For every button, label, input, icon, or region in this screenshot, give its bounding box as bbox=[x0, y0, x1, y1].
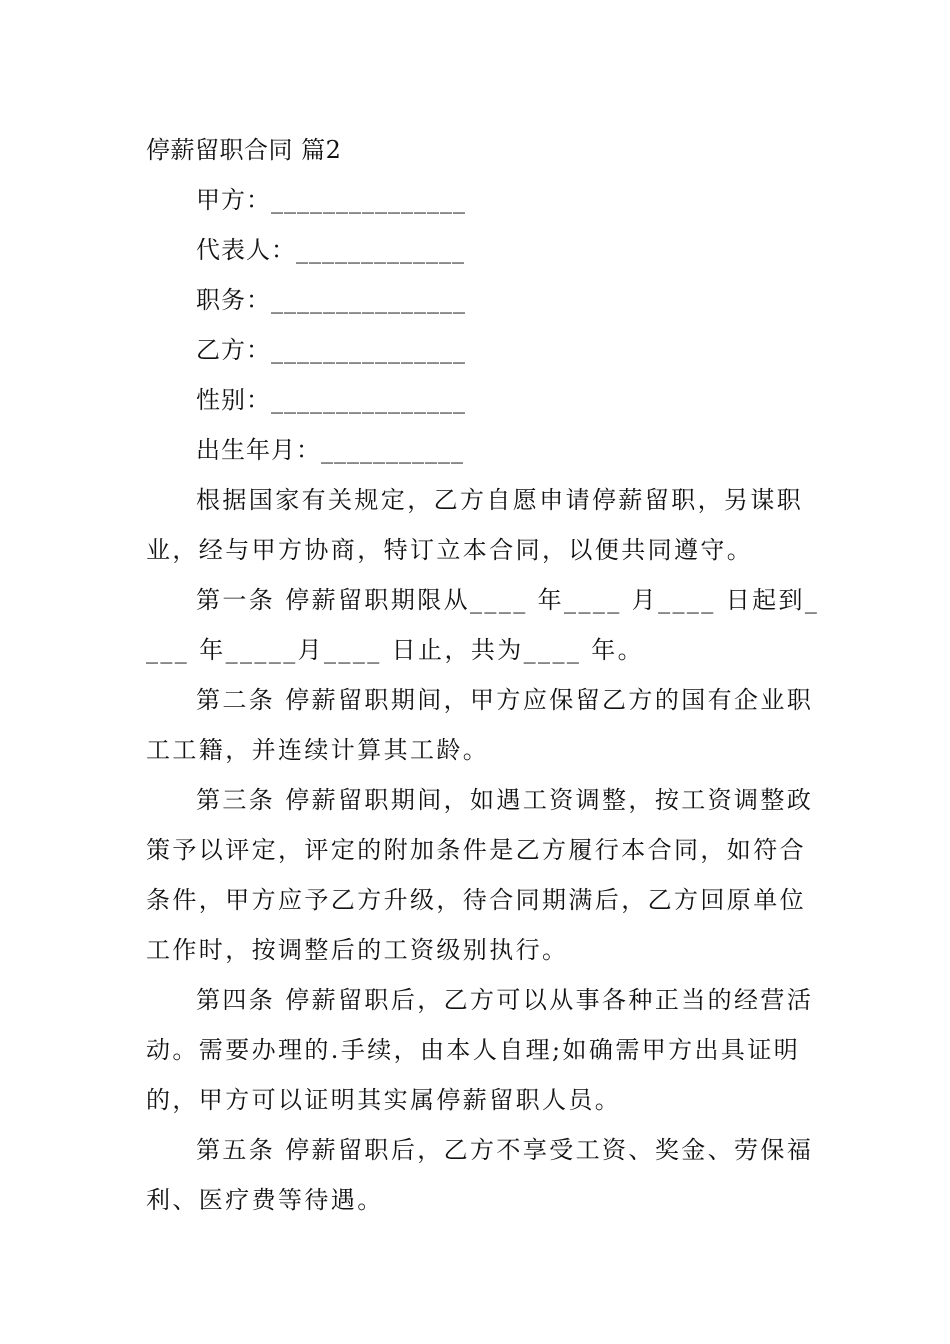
paragraph-line: ___ 年_____月____ 日止，共为____ 年。 bbox=[146, 636, 645, 664]
birth-date-field: 出生年月：___________ bbox=[196, 436, 464, 464]
gender-field: 性别：_______________ bbox=[196, 386, 466, 414]
article-2-paragraph bbox=[146, 675, 814, 775]
party-a-field: 甲方：_______________ bbox=[196, 186, 466, 214]
article-5-paragraph bbox=[146, 1125, 814, 1225]
position-field: 职务：_______________ bbox=[196, 286, 466, 314]
paragraph-line: 业，经与甲方协商，特订立本合同，以便共同遵守。 bbox=[146, 536, 754, 564]
article-1-paragraph bbox=[146, 575, 820, 675]
paragraph-line: 第二条 停薪留职期间，甲方应保留乙方的国有企业职 bbox=[196, 686, 814, 714]
paragraph-line: 条件，甲方应予乙方升级，待合同期满后，乙方回原单位 bbox=[146, 886, 806, 914]
article-3-paragraph bbox=[146, 775, 814, 975]
party-b-field: 乙方：_______________ bbox=[196, 336, 466, 364]
representative-field: 代表人：_____________ bbox=[196, 236, 465, 264]
paragraph-line: 工工籍，并连续计算其工龄。 bbox=[146, 736, 490, 764]
intro-paragraph bbox=[146, 475, 806, 575]
paragraph-line: 策予以评定，评定的附加条件是乙方履行本合同，如符合 bbox=[146, 836, 806, 864]
paragraph-line: 第一条 停薪留职期限从____ 年____ 月____ 日起到_ bbox=[196, 586, 820, 614]
paragraph-line: 动。需要办理的.手续，由本人自理;如确需甲方出具证明 bbox=[146, 1036, 801, 1064]
paragraph-line: 的，甲方可以证明其实属停薪留职人员。 bbox=[146, 1086, 622, 1114]
paragraph-line: 第三条 停薪留职期间，如遇工资调整，按工资调整政 bbox=[196, 786, 814, 814]
paragraph-line: 利、医疗费等待遇。 bbox=[146, 1186, 384, 1214]
document-title: 停薪留职合同 篇2 bbox=[146, 136, 342, 164]
paragraph-line: 根据国家有关规定，乙方自愿申请停薪留职，另谋职 bbox=[196, 486, 804, 514]
article-4-paragraph bbox=[146, 975, 814, 1125]
paragraph-line: 工作时，按调整后的工资级别执行。 bbox=[146, 936, 569, 964]
paragraph-line: 第五条 停薪留职后，乙方不享受工资、奖金、劳保福 bbox=[196, 1136, 814, 1164]
paragraph-line: 第四条 停薪留职后，乙方可以从事各种正当的经营活 bbox=[196, 986, 814, 1014]
